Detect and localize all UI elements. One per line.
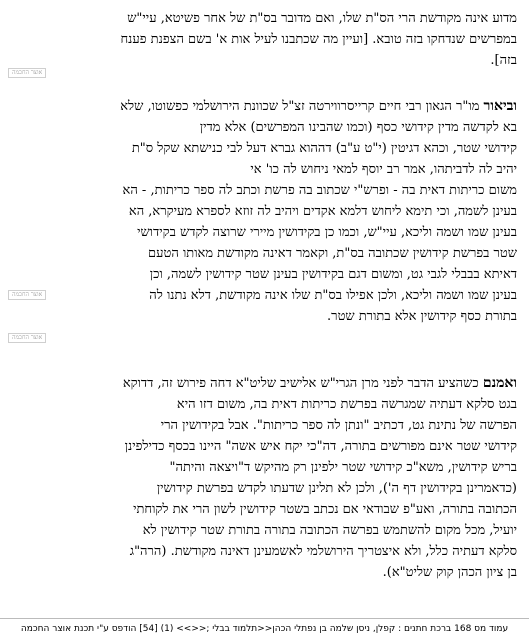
text-line: הפרשה של נתינת גט, דכתיב "ונתן לה ספר כריתות". אבל בקידושין הרי	[160, 418, 517, 433]
text-line: בזה].	[490, 53, 517, 68]
text-line: משום כריתות דאית בה - ופרש"י שכתוב בה פרשת וכתב לה ספר כריתות, - הא	[122, 183, 517, 198]
text-line: יהיב לה לדביתהו, אמר רב יוסף למאי ניחוש לה כו' אי	[250, 162, 517, 177]
text-line: בעינן שמו ושמה וליכא, ולכן אפילו בס"ת שלו אינה מקודשת, דלא נתנו לה	[149, 288, 517, 303]
text-line: קידושי שטר אינם מפורשים בתורה, דה"כי יקח איש אשה" היינו בכסף כדילפינן	[124, 439, 517, 454]
paragraph-lead-word: וביאור	[483, 98, 517, 114]
text-line: בן ציון הכהן קוק שליט"א).	[382, 565, 517, 580]
text-line: (כדאמרינן בקידושין דף ה'), ולכן לא תלינן שדעתו לקדש בפרשת קידושין	[156, 481, 517, 496]
text-line: שטר בפרשת קידושין שכתובה בס"ת, וקאמר דאינה מקודשת מאותו הטעם	[148, 246, 517, 261]
text-line: בא לקדשה מדין קידושי כסף (וכמו שהבינו המפרשים) אלא מדין	[199, 120, 517, 135]
text-line-rest: מו"ר הגאון רבי חיים קרייסרווירטה זצ"ל שכוונת הירושלמי כפשוטו, שלא	[120, 99, 480, 114]
text-line: דאיתא בבבלי לגבי גט, ומשום דגם בקידושין בעינן שטר קידושין לשמה, וכן	[149, 267, 517, 282]
watermark-stamp: אוצר החכמה	[8, 290, 46, 300]
paragraph-1	[25, 8, 517, 71]
watermark-stamp: אוצר החכמה	[8, 68, 46, 78]
paragraph-3	[25, 373, 517, 583]
text-line: במפרשים שנדחקו בזה טובא. [ועיין מה שכתבנו לעיל אות א' בשם הצפנת פענח	[120, 32, 517, 47]
text-line: קידושי שטר, וכהא דגיטין (י"ט ע"ב) דההוא גברא דעל לבי כנישתא שקל ס"ת	[131, 141, 517, 156]
watermark-stamp: אוצר החכמה	[8, 333, 46, 343]
page-footer: עמוד מס 168 ברכת חתנים : קפלן, ניסן שלמה בן נפתלי הכהן<<תלמוד בבלי ;<<>> (1) [54] הודפס ע"י תכנת אוצר החכמה	[0, 618, 529, 639]
text-line: בעינן שמו ושמה וליכא, עיי"ש, וכמו כן בקידושין מיירי שרוצה לקדש בקידושי	[137, 225, 517, 240]
text-line	[25, 373, 517, 394]
text-line: בתורת כסף קידושין אלא בתורת שטר.	[327, 309, 517, 324]
text-line: סלקא דעתיה כלל, ולא איצטריך הירושלמי לאשמעינן דאינה מקודשת. (הרה"ג	[129, 544, 517, 559]
text-line: יועיל, מכל מקום להשתמש בפרשה הכתובה בתורה בתורת שטר קידושין לא	[142, 523, 517, 538]
text-line: הכתובה בתורה, ואע"פ שבודאי אם נכתב בשטר קידושין לשון הרי את לקוחתי	[133, 502, 517, 517]
paragraph-2	[25, 96, 517, 327]
paragraph-lead-word: ואמנם	[482, 375, 517, 391]
text-line: מדוע אינה מקודשת הרי הס"ת שלו, ואם מדובר בס"ת של אחר פשיטא, עיי"ש	[127, 11, 517, 26]
text-line	[25, 96, 517, 117]
text-line: בעינן לשמה, וכי תימא ליחוש דלמא אקדים ויהיב לה זוזא לספרא מעיקרא, הא	[128, 204, 517, 219]
text-line: בריש קידושין, משא"כ קידושי שטר ילפינן רק מהיקש ד"ויצאה והיתה"	[169, 460, 517, 475]
text-line: בגט סלקא דעתיה שמגרשה בפרשת כריתות דאית בה, משום דזו היא	[176, 397, 517, 412]
text-line-rest: כשהציע הדבר לפני מרן הגרי"ש אלישיב שליט"א דחה פירוש זה, דדוקא	[122, 376, 479, 391]
